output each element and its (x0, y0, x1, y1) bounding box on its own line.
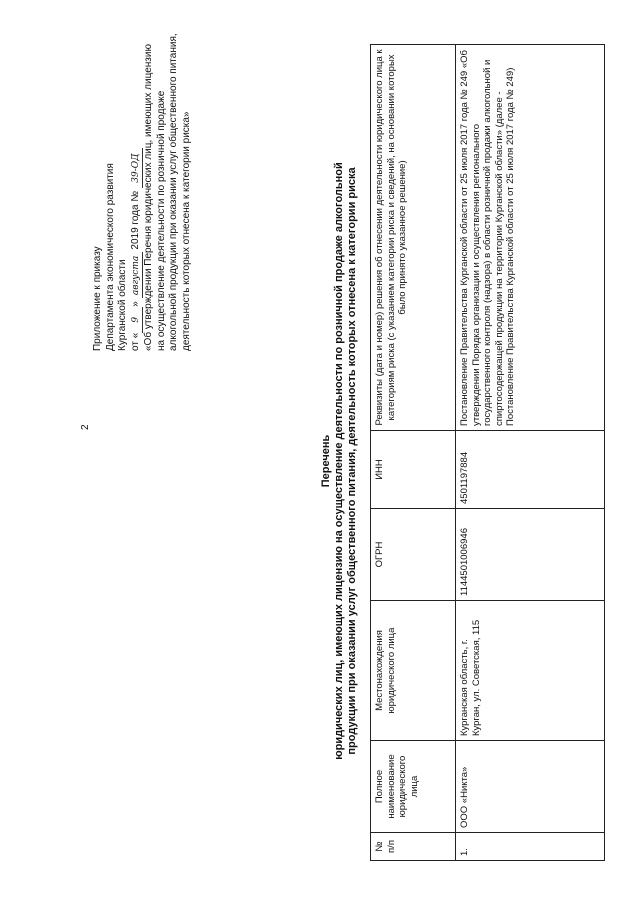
cell-inn: 4501197884 (456, 431, 605, 509)
header-location: Местонахождения юридического лица (371, 601, 456, 741)
date-mid: » (129, 301, 141, 307)
header-full-name: Полное наименование юридического лица (371, 741, 456, 833)
entities-table (370, 44, 605, 861)
date-year: 2019 года № (129, 190, 141, 250)
appendix-line: Курганской области (117, 259, 128, 351)
title-line: Перечень (320, 434, 332, 488)
header-ogrn: ОГРН (371, 509, 456, 601)
date-month: августа (130, 252, 144, 298)
header-number: № п/п (371, 833, 456, 861)
appendix-line: Приложение к приказу (92, 246, 103, 351)
header-inn: ИНН (371, 431, 456, 509)
cell-ogrn: 1144501006946 (456, 509, 605, 601)
rotated-landscape-content (24, 21, 624, 881)
cell-number: 1. (456, 833, 605, 861)
date-day: 9 (130, 307, 144, 333)
document-title (320, 81, 359, 841)
title-line: продукции при оказании услуг общественного питания, деятельность которых отнесена к категории риска (346, 167, 358, 755)
order-number: 39-ОД (130, 148, 144, 188)
cell-full-name: ООО «Никта» (456, 741, 605, 833)
date-prefix: от « (129, 332, 141, 351)
title-line: юридических лиц, имеющих лицензию на осуществление деятельности по розничной продаже алкогольной (333, 162, 345, 760)
table-header-row (371, 45, 456, 861)
header-decision-details: Реквизиты (дата и номер) решения об отнесении деятельности юридического лица к категориям риска (с указанием категории риска и сведений, на основании которых было принято указанное решение) (371, 45, 456, 431)
cell-location: Курганская область, г. Курган, ул. Советская, 115 (456, 601, 605, 741)
table-row (456, 45, 605, 861)
appendix-date-line (130, 31, 144, 351)
page-number: 2 (80, 424, 91, 430)
appendix-body: «Об утверждении Перечня юридических лиц, имеющих лицензию на осуществление деятельности по розничной продаже алкогольной продукции при оказании услуг общественного питания, деятельность которых отнесена к категории риска» (143, 33, 192, 351)
cell-decision-details: Постановление Правительства Курганской области от 25 июля 2017 года № 249 «Об утверждении Порядка организации и осуществления регионального государственного контроля (надзора) в области розничной продажи алкогольной и спиртосодержащей продукции на территории Курганской области» (далее - Постановление Правительства Курганской области от 25 июля 2017 года № 249) (456, 45, 605, 431)
appendix-line: Департамента экономического развития (104, 163, 116, 351)
appendix-block (92, 31, 193, 351)
